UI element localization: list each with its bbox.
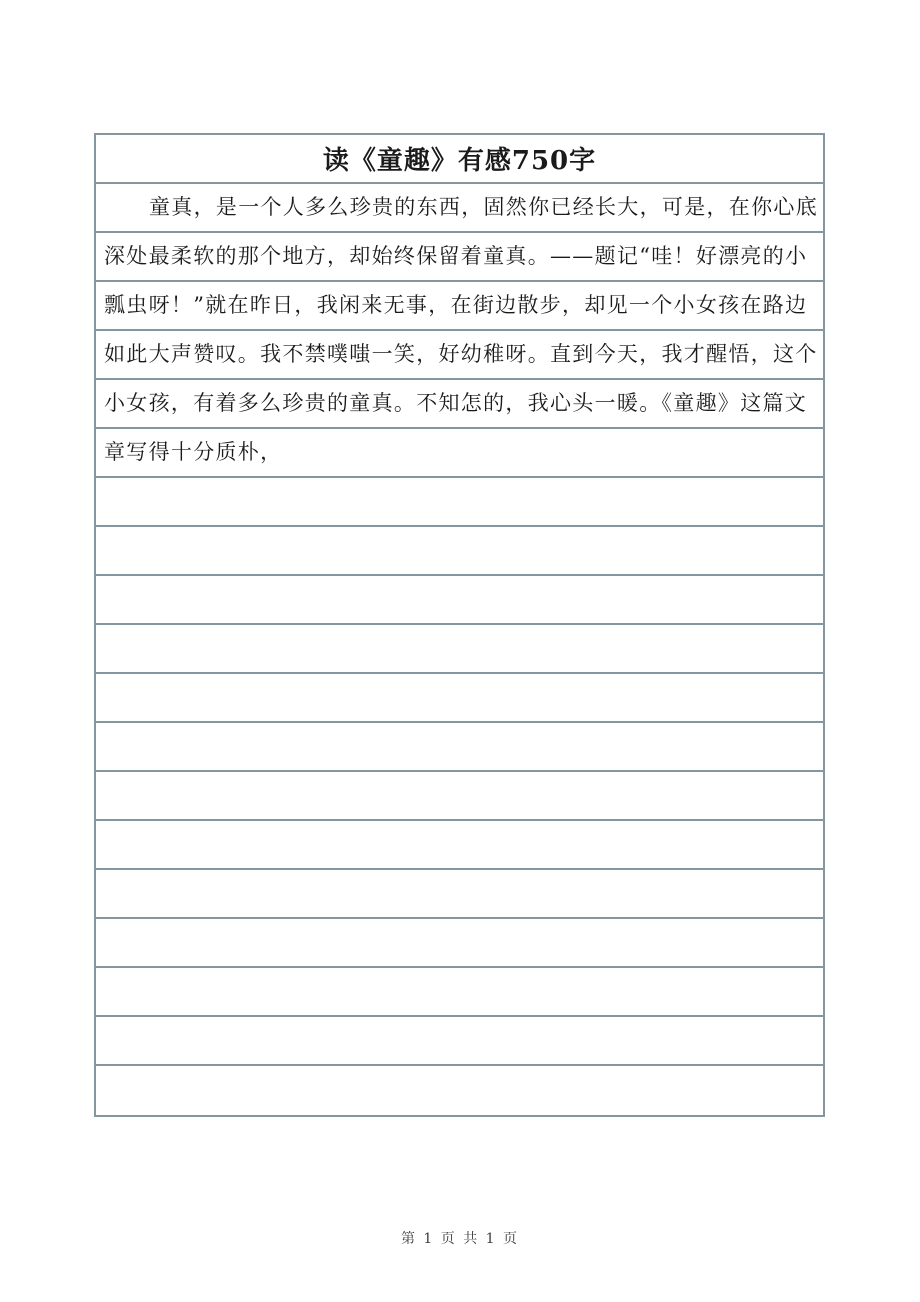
empty-row bbox=[96, 772, 823, 821]
empty-row bbox=[96, 968, 823, 1017]
text-row bbox=[96, 380, 823, 429]
empty-row bbox=[96, 723, 823, 772]
title-row bbox=[96, 135, 823, 184]
empty-row bbox=[96, 821, 823, 870]
text-row bbox=[96, 331, 823, 380]
text-row bbox=[96, 429, 823, 478]
empty-row bbox=[96, 1066, 823, 1115]
empty-row bbox=[96, 478, 823, 527]
empty-row bbox=[96, 625, 823, 674]
text-row bbox=[96, 184, 823, 233]
empty-row bbox=[96, 527, 823, 576]
empty-row bbox=[96, 576, 823, 625]
essay-line: 深处最柔软的那个地方，却始终保留着童真。——题记“哇！好漂亮的小 bbox=[104, 244, 808, 268]
empty-row bbox=[96, 870, 823, 919]
essay-title: 读《童趣》有感750字 bbox=[322, 146, 597, 176]
page-footer: 第 1 页 共 1 页 bbox=[400, 1231, 520, 1247]
essay-line: 小女孩，有着多么珍贵的童真。不知怎的，我心头一暖。《童趣》这篇文 bbox=[104, 391, 808, 415]
essay-line: 章写得十分质朴， bbox=[104, 440, 283, 464]
essay-line: 童真，是一个人多么珍贵的东西，固然你已经长大，可是，在你心底 bbox=[149, 195, 818, 219]
empty-row bbox=[96, 674, 823, 723]
text-row bbox=[96, 282, 823, 331]
text-row bbox=[96, 233, 823, 282]
empty-row bbox=[96, 919, 823, 968]
essay-line: 如此大声赞叹。我不禁噗嗤一笑，好幼稚呀。直到今天，我才醒悟，这个 bbox=[104, 342, 818, 366]
essay-line: 瓢虫呀！”就在昨日，我闲来无事，在街边散步，却见一个小女孩在路边 bbox=[104, 293, 808, 317]
empty-row bbox=[96, 1017, 823, 1066]
essay-table bbox=[94, 133, 825, 1117]
